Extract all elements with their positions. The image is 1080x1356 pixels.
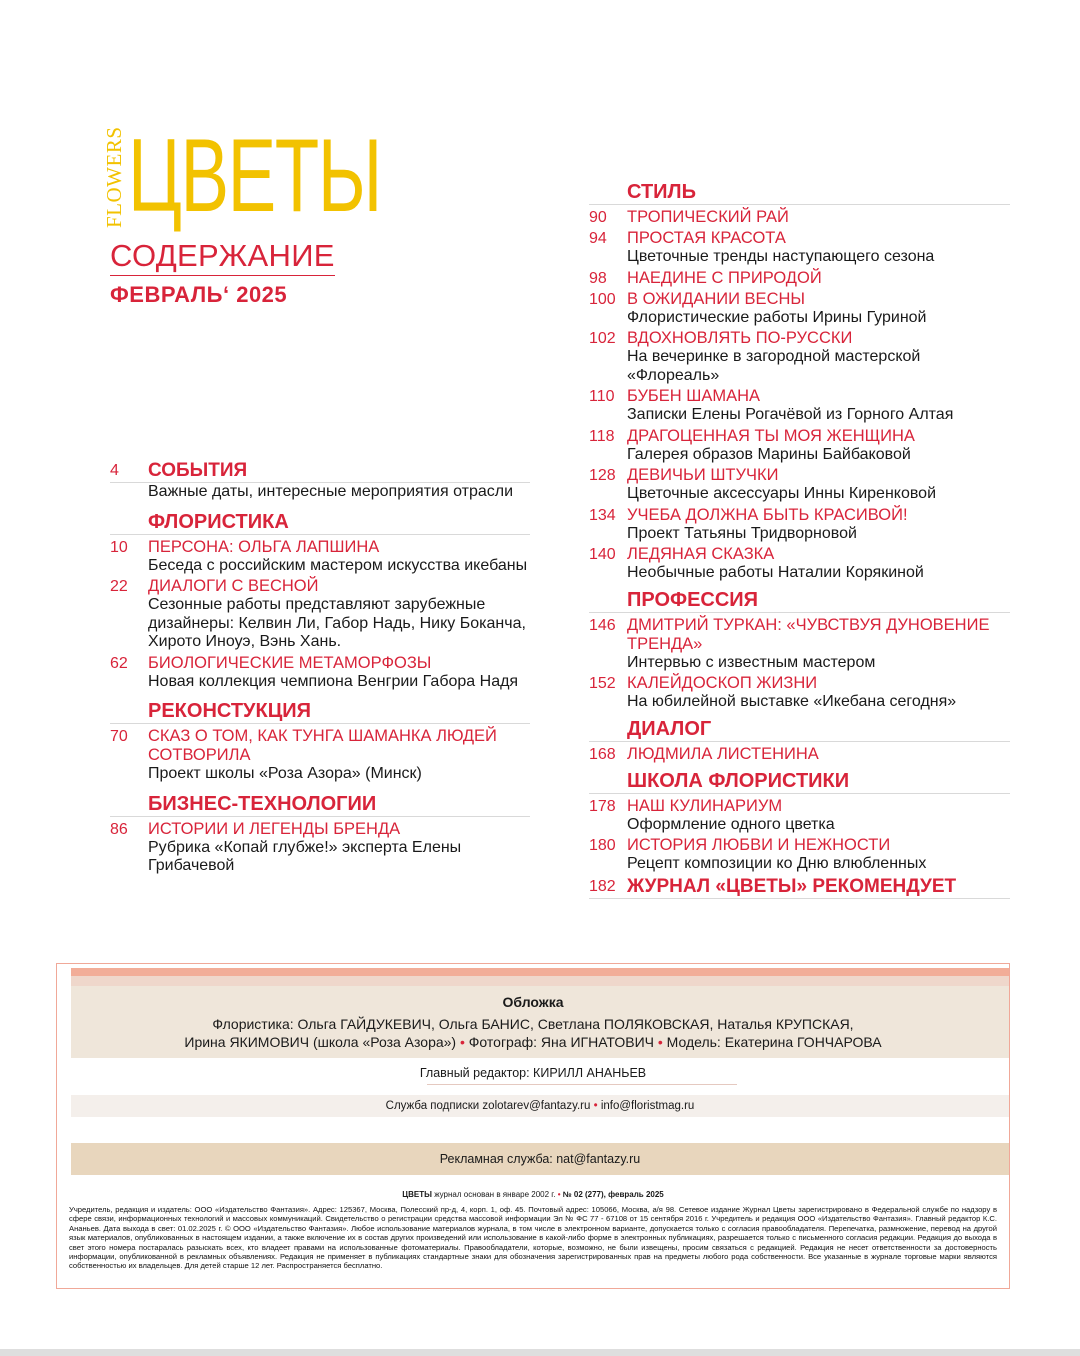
toc-entry-title: ТРОПИЧЕСКИЙ РАЙ	[627, 208, 789, 226]
toc-page-number: 110	[589, 388, 615, 405]
toc-entry[interactable]	[589, 387, 1010, 425]
page-edge	[0, 1349, 1080, 1356]
toc-entry-title: СКАЗ О ТОМ, КАК ТУНГА ШАМАНКА ЛЮДЕЙ СОТВОРИЛА	[148, 727, 497, 764]
decorative-band	[71, 968, 1009, 976]
toc-page-number: 102	[589, 330, 616, 347]
divider	[589, 793, 1010, 794]
divider	[589, 612, 1010, 613]
toc-entry-title: ПРОСТАЯ КРАСОТА	[627, 229, 786, 247]
toc-entry[interactable]	[110, 538, 530, 576]
toc-entry-description: Рубрика «Копай глубже!» эксперта Елены Грибачевой	[148, 838, 462, 874]
toc-right-column	[589, 181, 1010, 899]
toc-page-number: 128	[589, 467, 616, 484]
divider	[589, 741, 1010, 742]
toc-entry-description: Сезонные работы представляют зарубежные дизайнеры: Келвин Ли, Габор Надь, Нику Боканча, Хирото Иноуэ, Вэнь Хань.	[148, 596, 526, 650]
founded-line	[57, 1190, 1009, 1199]
toc-entry-description: Важные даты, интересные мероприятия отрасли	[148, 483, 514, 500]
toc-entry[interactable]	[589, 876, 1010, 899]
toc-page-number: 86	[110, 820, 128, 838]
toc-page-number: 146	[589, 616, 616, 634]
divider	[589, 204, 1010, 205]
toc-entry-title: ДИАЛОГИ С ВЕСНОЙ	[148, 577, 319, 595]
toc-entry-title: ДРАГОЦЕННАЯ ТЫ МОЯ ЖЕНЩИНА	[627, 426, 915, 445]
toc-section-heading: РЕКОНСТУКЦИЯ	[148, 700, 312, 722]
toc-entry[interactable]	[589, 329, 1010, 385]
toc-entry[interactable]	[589, 427, 1010, 465]
toc-page-number: 178	[589, 797, 616, 815]
toc-entry-title: ПЕРСОНА: ОЛЬГА ЛАПШИНА	[148, 537, 380, 556]
cover-credits-line-2	[57, 1033, 1009, 1051]
toc-entry-description: Оформление одного цветка	[627, 815, 835, 833]
bullet-separator: •	[657, 1034, 663, 1050]
bullet-separator: •	[459, 1034, 465, 1050]
divider	[589, 898, 1010, 899]
subscription-service	[71, 1095, 1009, 1117]
toc-entry[interactable]	[110, 460, 530, 502]
toc-section-heading: ШКОЛА ФЛОРИСТИКИ	[627, 769, 850, 792]
divider	[110, 816, 530, 817]
toc-page-number: 134	[589, 506, 616, 524]
legal-imprint: Учредитель, редакция и издатель: ООО «Издательство Фантазия». Адрес: 125367, Москва, Полесский пр-д, 4, корп. 1, оф. 45. Почтовый адрес: 105066, Москва, а/я 98. Сетевое издание Журнал Цветы зарегистрировано в Федеральной службе по надзору в сфере связи, информационных технологий и массовых коммуникаций. Свидетельство о регистрации средства массовой информации Эл № ФС 77 - 67108 от 15 сентября 2016 г. Учредитель и редакция ООО «Издательство Фантазия». Главный редактор К.С. Ананьев. Дата выхода в свет: 01.02.2025 г. © ООО «Издательство Фантазия». Любое использование материалов журнала, в том числе в электронном варианте, допускается только с согласия правообладателя. Перепечатка, размножение, перевод на другой язык материалов, опубликованных в настоящем издании, а также включение их в состав других произведений или использование в какой-либо форме в электронных публикациях, разрешается только с письменного согласия редакции. Редакция до выхода в свет этого номера постаралась разыскать всех, кто владеет правами на использованные фотоматериалы. Правообладатели, которые, возможно, не были извещены, просим связаться с редакцией. Редакция не несет ответственности за достоверность информации, опубликованной в рекламных объявлениях. Редакция не применяет в публикациях стандартные знаки для обозначения зарегистрированных прав на предметы любого рода собственности. Все указанные в журнале торговые марки являются собственностью их владельцев. Для детей старше 12 лет. Распространяется бесплатно.	[69, 1205, 997, 1271]
toc-section-heading: БИЗНЕС-ТЕХНОЛОГИИ	[148, 792, 377, 815]
divider	[110, 723, 530, 724]
toc-entry[interactable]	[589, 797, 1010, 835]
toc-entry-description: Необычные работы Наталии Корякиной	[627, 564, 924, 581]
toc-entry-description: Записки Елены Рогачёвой из Горного Алтая	[627, 406, 954, 423]
decorative-band	[71, 976, 1009, 986]
toc-entry-title: ЛЮДМИЛА ЛИСТЕНИНА	[627, 744, 819, 763]
toc-entry[interactable]	[589, 616, 1010, 673]
credits-box	[56, 963, 1010, 1289]
toc-page-number: 98	[589, 269, 607, 287]
cover-model: Модель: Екатерина ГОНЧАРОВА	[666, 1034, 882, 1050]
cover-florists: Ирина ЯКИМОВИЧ (школа «Роза Азора»)	[184, 1034, 457, 1050]
toc-entry[interactable]	[589, 545, 1010, 583]
toc-page-number: 10	[110, 538, 128, 556]
toc-entry[interactable]	[589, 208, 1010, 227]
toc-entry-title: ИСТОРИИ И ЛЕГЕНДЫ БРЕНДА	[148, 819, 401, 838]
toc-entry-title: ЖУРНАЛ «ЦВЕТЫ» РЕКОМЕНДУЕТ	[627, 875, 957, 897]
toc-entry-description: Интервью с известным мастером	[627, 653, 876, 671]
toc-page-number: 168	[589, 745, 616, 763]
issue-number: № 02 (277), февраль 2025	[562, 1190, 664, 1199]
toc-entry-title: ДЕВИЧЬИ ШТУЧКИ	[627, 466, 779, 484]
bullet-separator: •	[557, 1190, 561, 1199]
toc-entry-description: Цветочные тренды наступающего сезона	[627, 248, 935, 265]
toc-entry-title: УЧЕБА ДОЛЖНА БЫТЬ КРАСИВОЙ!	[627, 505, 908, 524]
founded-text: журнал основан в январе 2002 г.	[434, 1190, 556, 1199]
toc-entry-description: Галерея образов Марины Байбаковой	[627, 445, 911, 463]
toc-page-number: 152	[589, 675, 616, 692]
brand-vertical-wordmark: FLOWERS	[102, 126, 126, 228]
toc-section-heading: СТИЛЬ	[627, 181, 696, 203]
chief-editor: Главный редактор: КИРИЛЛ АНАНЬЕВ	[419, 1066, 647, 1080]
advertising-service[interactable]: Рекламная служба: nat@fantazy.ru	[71, 1143, 1009, 1175]
toc-entry-title: НАЕДИНЕ С ПРИРОДОЙ	[627, 268, 822, 287]
toc-entry[interactable]	[589, 269, 1010, 288]
toc-page-number: 90	[589, 209, 607, 226]
toc-left-column	[110, 458, 530, 876]
subscription-email[interactable]: Служба подписки zolotarev@fantazy.ru	[385, 1100, 591, 1112]
toc-entry-title: КАЛЕЙДОСКОП ЖИЗНИ	[627, 674, 818, 692]
toc-entry-description: Новая коллекция чемпиона Венгрии Габора Надя	[148, 672, 519, 690]
toc-page-number: 70	[110, 728, 128, 745]
toc-page-number: 22	[110, 578, 128, 595]
cover-photographer: Фотограф: Яна ИГНАТОВИЧ	[468, 1034, 654, 1050]
toc-entry[interactable]	[110, 577, 530, 652]
toc-entry[interactable]	[589, 745, 1010, 764]
toc-page-number: 140	[589, 546, 616, 563]
toc-entry-description: На вечеринке в загородной мастерской «Флореаль»	[627, 348, 921, 384]
toc-entry-title: БУБЕН ШАМАНА	[627, 387, 761, 405]
toc-entry-description: Проект школы «Роза Азора» (Минск)	[148, 765, 422, 782]
toc-entry[interactable]	[589, 836, 1010, 874]
issue-date: ФЕВРАЛЬ‘ 2025	[110, 282, 288, 307]
toc-entry[interactable]	[589, 290, 1010, 328]
toc-entry-description: На юбилейной выставке «Икебана сегодня»	[627, 693, 957, 710]
toc-entry-title: ДМИТРИЙ ТУРКАН: «ЧУВСТВУЯ ДУНОВЕНИЕ ТРЕНДА»	[627, 615, 990, 653]
toc-page-number: 180	[589, 837, 616, 854]
toc-page-number: 94	[589, 230, 607, 247]
page-title: СОДЕРЖАНИЕ	[110, 240, 335, 276]
info-email[interactable]: info@floristmag.ru	[600, 1100, 695, 1112]
toc-section-heading: ДИАЛОГ	[627, 717, 712, 740]
toc-entry-description: Беседа с российским мастером искусства икебаны	[148, 556, 528, 574]
toc-entry-description: Рецепт композиции ко Дню влюбленных	[627, 855, 927, 872]
cover-credits-line-1: Флористика: Ольга ГАЙДУКЕВИЧ, Ольга БАНИС, Светлана ПОЛЯКОВСКАЯ, Наталья КРУПСКАЯ,	[212, 1016, 854, 1032]
toc-entry-title: В ОЖИДАНИИ ВЕСНЫ	[627, 289, 806, 308]
toc-page-number: 62	[110, 654, 128, 672]
bullet-separator: •	[593, 1100, 598, 1112]
toc-page-number: 4	[110, 462, 119, 479]
toc-entry-title: ВДОХНОВЛЯТЬ ПО-РУССКИ	[627, 329, 853, 347]
cover-heading: Обложка	[502, 994, 564, 1010]
toc-entry[interactable]	[589, 466, 1010, 504]
toc-entry[interactable]	[589, 506, 1010, 544]
toc-entry[interactable]	[589, 674, 1010, 712]
brand-wordmark: ЦВЕТЫ	[128, 118, 381, 234]
divider	[427, 1084, 737, 1085]
divider	[110, 534, 530, 535]
toc-page-number: 182	[589, 877, 616, 895]
toc-section-heading: ФЛОРИСТИКА	[148, 510, 289, 533]
toc-entry[interactable]	[589, 229, 1010, 267]
toc-entry-description: Проект Татьяны Тридворновой	[627, 524, 857, 542]
toc-entry[interactable]	[110, 727, 530, 784]
founded-brand: ЦВЕТЫ	[402, 1190, 432, 1199]
toc-entry[interactable]	[110, 820, 530, 876]
toc-entry-description: Цветочные аксессуары Инны Киренковой	[627, 485, 937, 502]
toc-page-number: 118	[589, 427, 615, 445]
toc-entry[interactable]	[110, 654, 530, 692]
toc-entry-title: СОБЫТИЯ	[148, 460, 248, 481]
toc-page-number: 100	[589, 290, 616, 308]
toc-entry-title: БИОЛОГИЧЕСКИЕ МЕТАМОРФОЗЫ	[148, 653, 432, 672]
toc-section-heading: ПРОФЕССИЯ	[627, 588, 759, 611]
toc-entry-title: ИСТОРИЯ ЛЮБВИ И НЕЖНОСТИ	[627, 836, 891, 854]
toc-entry-title: НАШ КУЛИНАРИУМ	[627, 796, 783, 815]
toc-entry-description: Флористические работы Ирины Гуриной	[627, 308, 927, 326]
toc-entry-title: ЛЕДЯНАЯ СКАЗКА	[627, 545, 775, 563]
